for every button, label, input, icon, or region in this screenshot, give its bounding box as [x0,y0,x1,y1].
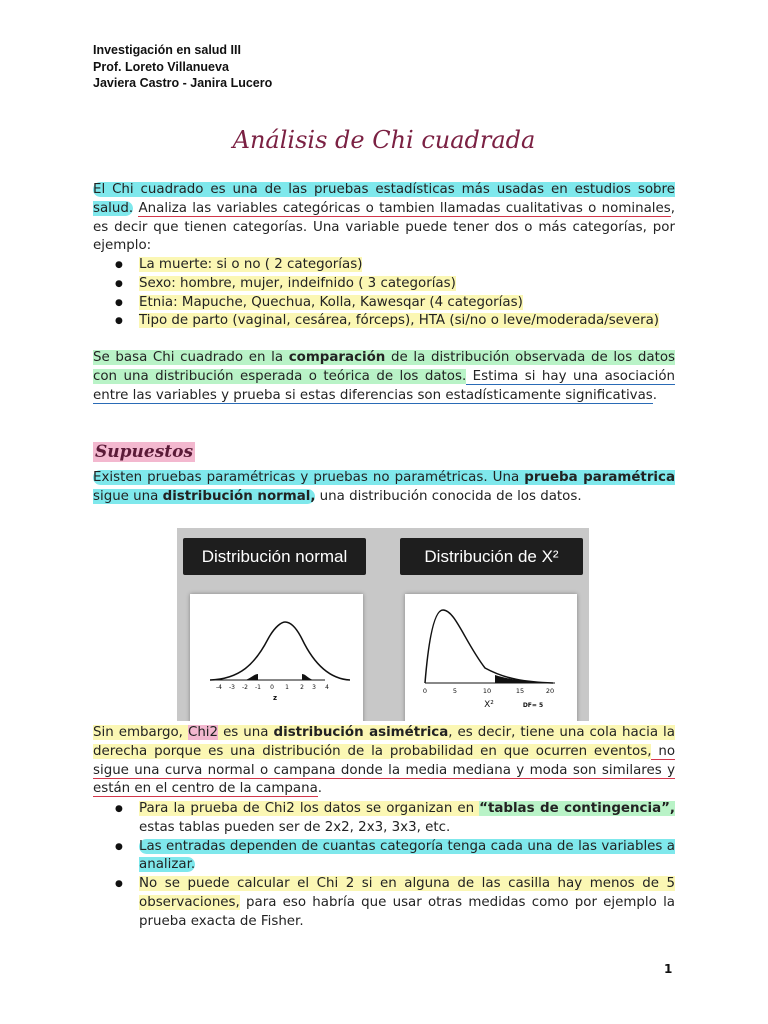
distribution-figure [177,528,589,721]
chi2-curve-panel [405,594,577,721]
supuestos-paragraph: Existen pruebas paramétricas y pruebas no paramétricas. Una prueba paramétrica sigue una distribución normal, una distribución conocida de los datos. [93,470,675,504]
page-title: Análisis de Chi cuadrada [232,126,536,154]
chi2-curve-graphic [405,594,577,721]
basis-paragraph: Se basa Chi cuadrado en la comparación de la distribución observada de los datos con una distribución esperada o teórica de los datos. Estima si hay una asociación entre las variables y prueba si estas diferencias son estadísticamente significativas. [93,350,675,403]
normal-tick: -1 [255,684,261,691]
normal-distribution-label: Distribución normal [183,538,366,575]
list-item: ● Sexo: hombre, mujer, indeifnido ( 3 categorías) [93,275,675,294]
normal-tick: -2 [242,684,248,691]
page-number: 1 [664,962,673,976]
intro-sentence-3: , es decir que tienen categorías. Una variable puede tener dos o más categorías, por ejemplo: [93,200,675,254]
normal-tick: 1 [285,684,289,691]
list-item: ● Las entradas dependen de cuantas categoría tenga cada una de las variables a analizar. [93,838,675,876]
list-item: ● No se puede calcular el Chi 2 si en alguna de las casilla hay menos de 5 observaciones, para eso habría que usar otras medidas como por ejemplo la prueba exacta de Fisher. [93,875,675,931]
chi2-distribution-label: Distribución de X² [400,538,583,575]
chi2-tick: 15 [515,687,525,695]
chi2-axis-label: X² [484,700,494,710]
intro-sentence-2: Analiza las variables categóricas o tambien llamadas cualitativas o nominales [138,200,671,216]
normal-tick: 4 [325,684,329,691]
list-item: ● Para la prueba de Chi2 los datos se organizan en “tablas de contingencia”, estas tablas pueden ser de 2x2, 2x3, 3x3, etc. [93,800,675,838]
list-item: ● Etnia: Mapuche, Quechua, Kolla, Kawesqar (4 categorías) [93,294,675,313]
authors: Javiera Castro - Janira Lucero [93,76,273,90]
chi2-tick: 5 [452,687,458,695]
list-item: ● Tipo de parto (vaginal, cesárea, fórceps), HTA (si/no o leve/moderada/severa) [93,312,675,331]
normal-tick: -3 [229,684,235,691]
intro-paragraph [93,181,675,256]
examples-list [93,256,675,331]
normal-tick: -4 [216,684,222,691]
chi2-paragraph: Sin embargo, Chi2 es una distribución asimétrica, es decir, tiene una cola hacia la derecha porque es una distribución de la probabilidad en que ocurren eventos, no sigue una curva normal o campana donde la media mediana y moda son similares y están en el centro de la campana. [93,725,676,797]
normal-curve-panel [190,594,363,721]
normal-axis-label: z [272,694,278,702]
normal-curve-graphic [190,594,363,721]
document-header [93,42,272,92]
normal-tick: 3 [312,684,316,691]
chi2-tick: 10 [482,687,492,695]
list-item: ● La muerte: si o no ( 2 categorías) [93,256,675,275]
chi2-tick: 0 [422,687,428,695]
normal-tick: 2 [300,684,304,691]
professor-name: Prof. Loreto Villanueva [93,59,229,74]
chi2-term: Chi2 [187,725,219,740]
chi2-tick: 20 [545,687,555,695]
intro-sentence-1: El Chi cuadrado es una de las pruebas estadísticas más usadas en estudios sobre salud. [93,182,675,216]
section-heading: Supuestos [95,442,194,462]
df-label: DF= 5 [522,702,544,709]
normal-tick: 0 [270,684,274,691]
conditions-list [93,800,675,932]
course-name: Investigación en salud III [93,43,241,57]
